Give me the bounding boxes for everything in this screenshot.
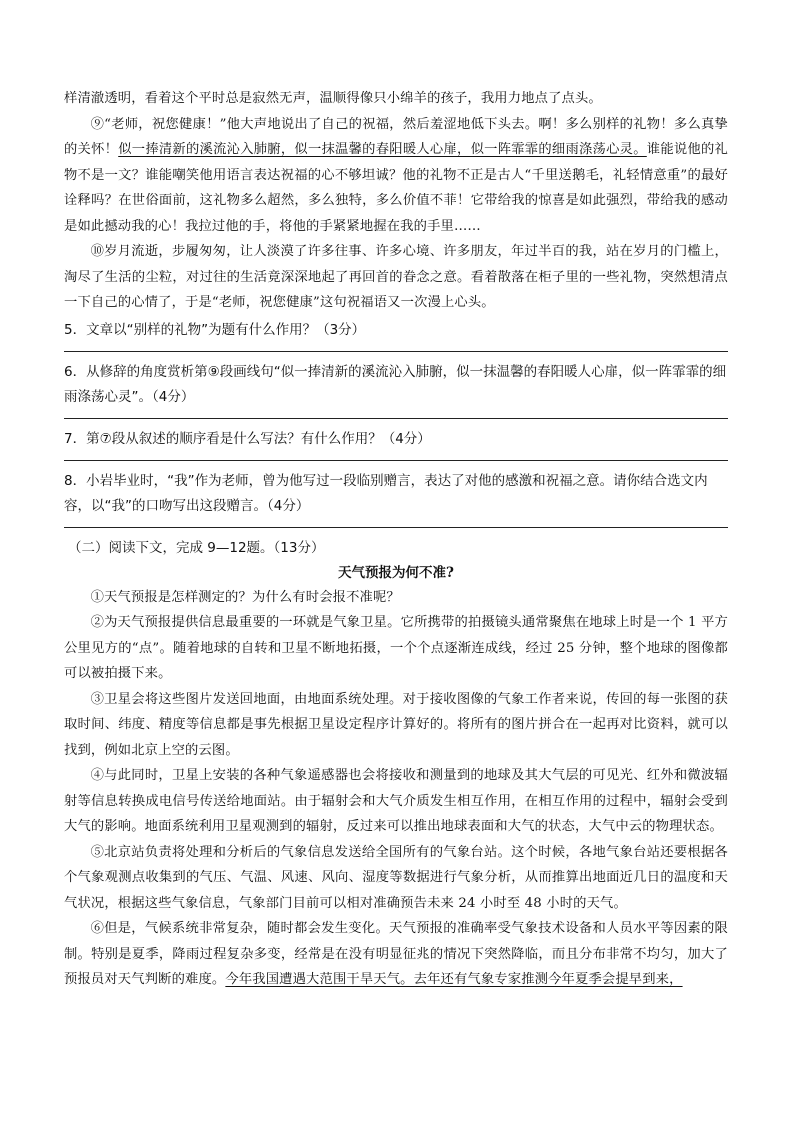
paragraph-9-rest: 谁能说他的礼物不是一文？谁能嘲笑他用语言表达祝福的心不够坦诚？他的礼物不正是古人“千里送鹅毛，礼轻情意重”的最好诠释吗？在世俗面前，这礼物多么超然，多么独特，多么价值不菲！它带给我的惊喜是如此强烈，带给我的感动是如此撼动我的心！我拉过他的手，将他的手紧紧地握在我的手里…… — [64, 142, 728, 234]
paragraph-9 — [64, 112, 728, 240]
question-5: 5．文章以“别样的礼物”为题有什么作用？（3分） — [64, 321, 366, 338]
article-paragraph-2: ②为天气预报提供信息最重要的一环就是气象卫星。它所携带的拍摄镜头通常聚焦在地球上时是一个 1 平方公里见方的“点”。随着地球的自转和卫星不断地拓摄，一个个点逐渐连成线，经过 25 分钟，整个地球的图像都可以被拍摄下来。 — [64, 615, 728, 681]
question-6: 6．从修辞的角度赏析第⑨段画线句“似一捧清新的溪流沁入肺腑，似一抹温馨的春阳暖人心扉，似一阵霏霏的细雨涤荡心灵”。（4分） — [64, 363, 727, 405]
passage-one — [64, 0, 728, 316]
paragraph-9-underlined-sentence: 似一捧清新的溪流沁入肺腑，似一抹温馨的春阳暖人心扉，似一阵霏霏的细雨涤荡心灵。 — [118, 142, 647, 157]
answer-line-7[interactable] — [64, 460, 728, 461]
article-paragraph-6-underlined: 今年我国遭遇大范围干旱天气。去年还有气象专家推测今年夏季会提早到来， — [225, 972, 683, 987]
answer-line-5[interactable] — [64, 351, 728, 352]
article-paragraph-3: ③卫星会将这些图片发送回地面，由地面系统处理。对于接收图像的气象工作者来说，传回的每一张图的获取时间、纬度、精度等信息都是事先根据卫星设定程序计算好的。将所有的图片拼合在一起再对比资料，就可以找到，例如北京上空的云图。 — [64, 691, 728, 758]
article-paragraph-4: ④与此同时，卫星上安装的各种气象遥感器也会将接收和测量到的地球及其大气层的可见光、红外和微波辐射等信息转换成电信号传送给地面站。由于辐射会和大气介质发生相互作用，在相互作用的过程中，辐射会受到大气的影响。地面系统利用卫星观测到的辐射，反过来可以推出地球表面和大气的状态，大气中云的物理状态。 — [64, 768, 728, 834]
article-title: 天气预报为何不准? — [338, 564, 454, 581]
answer-line-8[interactable] — [64, 527, 728, 528]
article-paragraph-1: ①天气预报是怎样测定的？为什么有时会报不准呢？ — [90, 589, 400, 605]
passage-two — [64, 585, 728, 993]
question-7: 7．第⑦段从叙述的顺序看是什么写法？有什么作用？（4分） — [64, 430, 431, 447]
paragraph-10: ⑩岁月流逝，步履匆匆，让人淡漠了许多往事、许多心境、许多朋友，年过半百的我，站在岁月的门槛上，淘尽了生活的尘粒，对过往的生活竟深深地起了再回首的眷念之意。看着散落在柜子里的一些礼物，突然想清点一下自己的心情了，于是“老师，祝您健康”这句祝福语又一次漫上心头。 — [64, 244, 728, 310]
paragraph-8-continued: 样清澈透明，看着这个平时总是寂然无声，温顺得像只小绵羊的孩子，我用力地点了点头。 — [64, 91, 602, 106]
article-paragraph-5: ⑤北京站负责将处理和分析后的气象信息发送给全国所有的气象台站。这个时候，各地气象台站还要根据各个气象观测点收集到的气压、气温、风速、风向、湿度等数据进行气象分析，从而推算出地面近几日的温度和天气状况，根据这些气象信息，气象部门目前可以相对准确预告未来 24 小时至 48 小时的天气。 — [64, 844, 728, 911]
article-paragraph-6-text: ⑥但是，气候系统非常复杂，随时都会发生变化。天气预报的准确率受气象技术设备和人员水平等因素的限制。特别是夏季，降雨过程复杂多变，经常是在没有明显征兆的情况下突然降临，而且分布非常不均匀，加大了预报员对天气判断的难度。 — [64, 921, 728, 987]
paragraph-9-lead: ⑨“老师，祝您健康！”他大声地说出了自己的祝福，然后羞涩地低下头去。啊！多么别样的礼物！多么真挚的关怀！ — [64, 116, 728, 157]
question-8: 8．小岩毕业时，“我”作为老师，曾为他写过一段临别赠言，表达了对他的感激和祝福之意。请你结合选文内容，以“我”的口吻写出这段赠言。（4分） — [64, 472, 708, 514]
section-2-heading: （二）阅读下文，完成 9—12题。（13分） — [68, 539, 325, 556]
answer-line-6[interactable] — [64, 418, 728, 419]
questions — [64, 318, 728, 528]
article-paragraph-6 — [64, 916, 728, 993]
